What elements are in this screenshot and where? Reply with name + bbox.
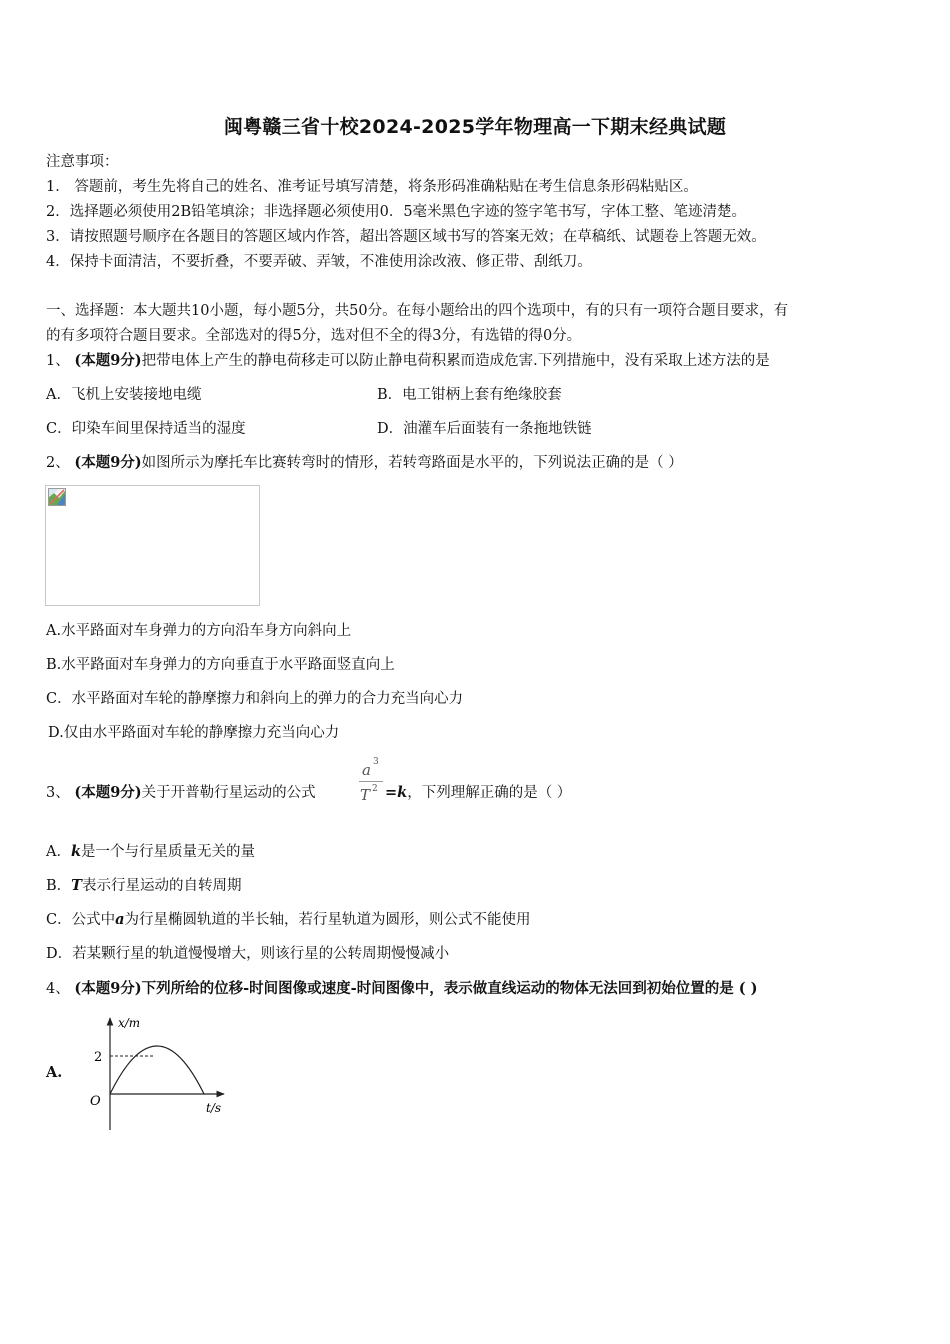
q2-option-a: A.水平路面对车身弹力的方向沿车身方向斜向上 <box>46 623 352 639</box>
tick-label-2: 2 <box>94 1050 103 1065</box>
option-label: B． <box>46 878 72 894</box>
q2-option-b: B.水平路面对车身弹力的方向垂直于水平路面竖直向上 <box>46 657 395 673</box>
q1-option-c: C．印染车间里保持适当的湿度 <box>46 421 246 437</box>
question-3-stem-end <box>385 783 571 803</box>
question-number: 2、 <box>46 455 70 471</box>
notice-item: 1． 答题前，考生先将自己的姓名、准考证号填写清楚，将条形码准确粘贴在考生信息条形码粘贴区。 <box>46 179 698 195</box>
numerator-exponent: 3 <box>373 757 379 767</box>
q3-option-d: D．若某颗行星的轨道慢慢增大，则该行星的公转周期慢慢减小 <box>46 946 450 962</box>
notice-item: 3．请按照题号顺序在各题目的答题区域内作答，超出答题区域书写的答案无效；在草稿纸、试题卷上答题无效。 <box>46 229 766 245</box>
option-variable: k <box>70 843 82 860</box>
q4-option-a-label: A. <box>46 1064 63 1081</box>
question-tag: (本题9分) <box>74 352 142 369</box>
question-4-stem <box>46 979 758 999</box>
question-tag: (本题9分) <box>74 980 142 997</box>
denominator-exponent: 2 <box>372 784 378 794</box>
question-tag: (本题9分) <box>74 454 142 471</box>
displacement-curve <box>110 1046 204 1094</box>
x-axis-label: t/s <box>206 1101 222 1115</box>
question-tag: (本题9分) <box>74 784 142 801</box>
q3-option-c <box>46 910 531 930</box>
formula-equals: = <box>385 784 398 801</box>
broken-image-icon <box>48 488 66 506</box>
q3-option-b <box>46 876 241 896</box>
question-text: 如图所示为摩托车比赛转弯时的情形，若转弯路面是水平的，下列说法正确的是（ ） <box>141 455 683 471</box>
option-text: 表示行星运动的自转周期 <box>81 878 242 894</box>
q1-option-b: B．电工钳柄上套有绝缘胶套 <box>377 387 562 403</box>
notice-item: 2．选择题必须使用2B铅笔填涂；非选择题必须使用0．5毫米黑色字迹的签字笔书写，字体工整、笔迹清楚。 <box>46 204 747 220</box>
option-text: 是一个与行星质量无关的量 <box>81 844 256 860</box>
question-number: 3、 <box>46 785 70 801</box>
section-intro-line1: 一、选择题：本大题共10小题，每小题5分，共50分。在每小题给出的四个选项中，有的只有一项符合题目要求，有 <box>46 303 789 319</box>
q4-option-a-graph <box>80 1010 240 1135</box>
fraction-denominator: T <box>360 786 371 804</box>
option-text: 为行星椭圆轨道的半长轴，若行星轨道为圆形，则公式不能使用 <box>124 912 531 928</box>
origin-label: O <box>90 1094 101 1109</box>
question-3-stem-start <box>46 783 316 803</box>
question-number: 1、 <box>46 353 70 369</box>
option-variable: T <box>71 877 82 894</box>
q2-option-c: C．水平路面对车轮的静摩擦力和斜向上的弹力的合力充当向心力 <box>46 691 464 707</box>
formula-k: k <box>397 784 408 801</box>
fraction-bar <box>359 781 383 782</box>
question-text: 关于开普勒行星运动的公式 <box>141 785 316 801</box>
y-axis-label: x/m <box>118 1016 141 1030</box>
q1-option-d: D．油灌车后面装有一条拖地铁链 <box>377 421 592 437</box>
question-text: ，下列理解正确的是（ ） <box>407 785 572 801</box>
fraction-numerator: a <box>362 761 371 779</box>
question-number: 4、 <box>46 981 70 997</box>
notice-item: 4．保持卡面清洁，不要折叠，不要弄破、弄皱，不准使用涂改液、修正带、刮纸刀。 <box>46 254 592 270</box>
page-title: 闽粤赣三省十校2024-2025学年物理高一下期末经典试题 <box>223 116 727 138</box>
motorcycle-image-placeholder <box>45 485 260 606</box>
question-2-stem <box>46 453 683 473</box>
q2-option-d: D.仅由水平路面对车轮的静摩擦力充当向心力 <box>48 725 340 741</box>
q1-option-a: A．飞机上安装接地电缆 <box>46 387 202 403</box>
option-label: C．公式中 <box>46 912 116 928</box>
question-text: 下列所给的位移-时间图像或速度-时间图像中，表示做直线运动的物体无法回到初始位置的是 ( ) <box>141 980 758 997</box>
option-variable: a <box>115 911 125 928</box>
option-label: A． <box>46 844 71 860</box>
notice-heading: 注意事项： <box>46 154 119 170</box>
question-1-stem <box>46 351 770 371</box>
question-text: 把带电体上产生的静电荷移走可以防止静电荷积累而造成危害.下列措施中，没有采取上述方法的是 <box>141 353 770 369</box>
section-intro-line2: 的有多项符合题目要求。全部选对的得5分，选对但不全的得3分，有选错的得0分。 <box>46 328 582 344</box>
q3-option-a <box>46 842 255 862</box>
